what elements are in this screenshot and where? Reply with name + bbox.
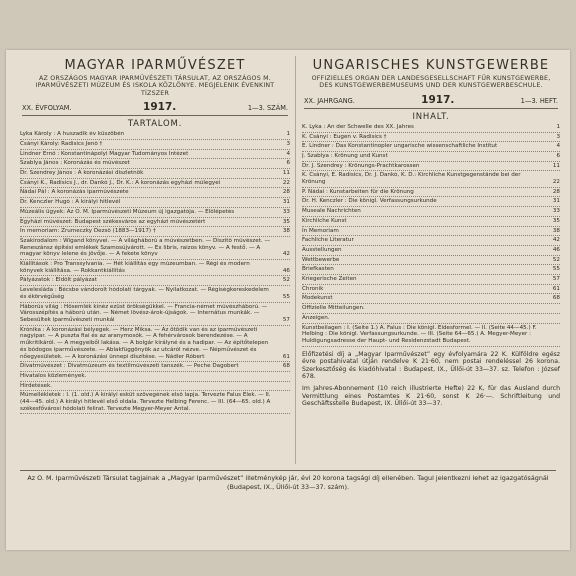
subscription-notice-hungarian: Előfizetési díj a „Magyar Iparművészet” egy évfolyamára 22 K. Külföldre egész évre postahivatal útján rendelve K 21·60, nem postai rendeléssel 26 korona. Szerkesztőség és kiadóhivatal : Budapest, IX., Üllői-út 33—37. sz. Telefon : József 678. bbox=[302, 350, 560, 381]
german-volume: XX. JAHRGANG. bbox=[304, 96, 355, 105]
toc-entry bbox=[20, 189, 290, 198]
toc-entry-page: 6 bbox=[286, 160, 290, 167]
toc-entry-page: 68 bbox=[282, 363, 290, 370]
toc-entry bbox=[20, 287, 290, 302]
toc-entry-page: 3 bbox=[286, 140, 290, 147]
toc-entry-page: 46 bbox=[282, 267, 290, 274]
toc-entry-title: Wettbewerbe bbox=[302, 256, 340, 263]
toc-entry-title: Dr. Szendrey János : A koronázási díszletnök bbox=[20, 170, 144, 177]
subscription-notice-german: Im Jahres-Abonnement (10 reich illustrierte Hefte) 22 K, für das Ausland durch Vermittlung eines Postamtes K 21·60, sonst K 26·—. Schriftleitung und Geschäftsstelle Budapest, IX. Üllői-út 33—37. bbox=[302, 385, 560, 408]
toc-entry bbox=[20, 199, 290, 208]
toc-entry-page: 1 bbox=[556, 123, 560, 130]
toc-entry bbox=[302, 237, 560, 246]
toc-entry-title: Levelesláda : Bécsbe vándorolt hódolati tárgyak. — Nyilatkozat. — Régiségkereskedelem és ékörvégűség bbox=[20, 287, 269, 300]
toc-entry bbox=[302, 266, 560, 275]
hungarian-toc-heading: TARTALOM. bbox=[127, 119, 183, 130]
toc-entry bbox=[20, 170, 290, 179]
toc-entry-page: 33 bbox=[552, 208, 560, 215]
toc-entry-page: 42 bbox=[282, 251, 290, 258]
toc-entry-title: Fachliche Literatur bbox=[302, 237, 354, 244]
toc-entry-title: Kriegerische Zeiten bbox=[302, 276, 357, 283]
toc-entry bbox=[20, 131, 290, 140]
toc-entry-title: Csányi K., Radisics J., dr. Dankó J., Dr. K.: A koronázás egyházi műlegyei bbox=[20, 179, 221, 186]
toc-entry-page: 57 bbox=[552, 276, 560, 283]
german-year: 1917. bbox=[421, 93, 455, 106]
toc-entry bbox=[302, 315, 560, 324]
toc-entry-title: K. Csányi : Eugen v. Radisics † bbox=[302, 133, 387, 140]
toc-entry-title: P. Nádai : Kunstarbeiten für die Krönung bbox=[302, 188, 414, 195]
toc-entry-title: Kirchliche Kunst bbox=[302, 217, 347, 224]
toc-entry-page: 55 bbox=[552, 266, 560, 273]
toc-entry-title: K. Lyka : An der Schwelle des XX. Jahres bbox=[302, 123, 414, 130]
toc-entry-page: 42 bbox=[552, 237, 560, 244]
toc-entry-title: E. Lindner : Das Konstantinopler ungarische wissenschaftliche Institut bbox=[302, 143, 498, 150]
toc-entry-title: Anzeigen. bbox=[302, 314, 330, 321]
toc-entry-page: 6 bbox=[556, 152, 560, 159]
toc-entry-page: 46 bbox=[552, 246, 560, 253]
toc-entry-title: Ausstellungen bbox=[302, 246, 342, 253]
toc-entry bbox=[302, 134, 560, 143]
toc-entry-title: In memoriam: Zrumeczky Dezső (1883—1917) † bbox=[20, 228, 156, 235]
toc-entry-title: Dr. H. Kenczler : Die königl. Verfassungsurkunde bbox=[302, 198, 437, 205]
toc-entry bbox=[20, 238, 290, 260]
toc-entry-title: Lyka Károly : A huszadik év küszöbén bbox=[20, 131, 125, 138]
hungarian-subtitle: AZ ORSZÁGOS MAGYAR IPARMŰVÉSZETI TÁRSULAT, AZ ORSZÁGOS M. IPARMŰVÉSZETI MÚZEUM ÉS ISKOLA KÖZLÖNYE. MEGJELENIK ÉVENKINT TÍZSZER bbox=[35, 75, 275, 97]
toc-entry bbox=[20, 141, 290, 150]
toc-entry-page: 55 bbox=[282, 293, 290, 300]
toc-entry-title: Dr. J. Szendrey : Krönungs-Prachtkarossen bbox=[302, 162, 420, 169]
toc-entry-page: 35 bbox=[282, 218, 290, 225]
toc-entry bbox=[20, 209, 290, 218]
toc-entry bbox=[302, 218, 560, 227]
toc-entry-title: Szakirodalom : Wigand könyvei. — A világháború a művészetben. — Díszítő művészet. — Reneszánsz építési emlékek Szamosújvárott. — Ex libris, raizos könyv. — A festő. — A magyar könyv lelene és jövője. — A fekete könyv bbox=[20, 237, 271, 258]
toc-entry-title: Museale Nachrichten bbox=[302, 208, 361, 215]
membership-note: Az O. M. Iparművészeti Társulat tagjainak a „Magyar Iparművészet” illetménykép jár, évi 20 korona tagsági díj ellenében. Tagul jelentkezni lehet az igazgatóságnál (Budapest, IX., Üllői-út 33—37. szám). bbox=[20, 470, 556, 491]
toc-entry-page: 4 bbox=[556, 143, 560, 150]
toc-entry bbox=[20, 383, 290, 392]
toc-entry bbox=[20, 219, 290, 228]
toc-entry bbox=[20, 304, 290, 326]
subscription-notice bbox=[302, 351, 560, 408]
toc-entry bbox=[302, 153, 560, 162]
hungarian-volume: XX. ÉVFOLYAM. bbox=[22, 104, 72, 113]
magazine-page bbox=[6, 50, 570, 550]
toc-entry bbox=[20, 261, 290, 276]
toc-entry bbox=[302, 124, 560, 133]
toc-entry-title: Csányi Károly: Radisics Jenő † bbox=[20, 140, 103, 147]
toc-entry-title: Hivatalos közlemények. bbox=[20, 372, 87, 379]
toc-entry-title: Kiállítások : Pro Transsylvania. — Hét kiállítás egy múzeumban. — Régi és modern könyvek kiállítása. — Rokkantkiállítás bbox=[20, 261, 250, 274]
hungarian-issue-number: 1—3. SZÁM. bbox=[247, 104, 288, 113]
toc-entry-page: 35 bbox=[552, 217, 560, 224]
toc-entry-page: 31 bbox=[552, 198, 560, 205]
toc-entry-page: 61 bbox=[282, 353, 290, 360]
toc-entry-page: 38 bbox=[552, 227, 560, 234]
german-toc bbox=[302, 124, 560, 347]
toc-entry bbox=[302, 276, 560, 285]
toc-entry-title: Hirdetések. bbox=[20, 382, 52, 389]
toc-entry-page: 3 bbox=[556, 133, 560, 140]
toc-entry bbox=[302, 208, 560, 217]
german-issue-number: 1—3. HEFT. bbox=[520, 96, 558, 105]
toc-entry bbox=[20, 228, 290, 237]
toc-entry bbox=[302, 198, 560, 207]
toc-entry bbox=[20, 363, 290, 372]
toc-entry-title: Pályázatok : Eldőlt pályázat bbox=[20, 277, 97, 284]
toc-entry bbox=[302, 189, 560, 198]
toc-entry-title: Briefkasten bbox=[302, 266, 334, 273]
toc-entry bbox=[302, 247, 560, 256]
toc-entry-page: 52 bbox=[282, 277, 290, 284]
column-divider bbox=[295, 56, 296, 464]
toc-entry bbox=[302, 286, 560, 295]
german-column bbox=[302, 56, 560, 412]
toc-entry-title: Múzeális ügyek: Az O. M. Iparművészeti Múzeum új igazgatója. — Előlépetés bbox=[20, 208, 235, 215]
toc-entry-title: Háborús világ : Hősemlék kinéz ezüst örökségükkel. — Francia-német művészháború. — Városszépítés a háború után. — Német lövész-árok-újságok. — Internátus munkák. — Sebesültek iparművészeti munkái bbox=[20, 303, 268, 323]
toc-entry-title: Egyházi művészet: Budapest székesváros az egyházi művészetért bbox=[20, 218, 206, 225]
toc-entry-page: 52 bbox=[552, 256, 560, 263]
toc-entry-page: 11 bbox=[552, 162, 560, 169]
toc-entry-page: 31 bbox=[282, 199, 290, 206]
toc-entry-title: Chronik bbox=[302, 285, 324, 292]
toc-entry-title: Offizielle Mitteilungen. bbox=[302, 305, 365, 312]
toc-entry-title: K. Csányi, E. Radisics, Dr. J. Dankó, K. D.: Kirchliche Kunstgegenstände bei der Krönung bbox=[302, 172, 521, 186]
toc-entry-page: 28 bbox=[282, 189, 290, 196]
toc-entry-title: Szablya János : Koronázás és művészet bbox=[20, 160, 130, 167]
toc-entry-title: Kunstbeilagen : I. (Seite 1.) A. Falus : Die königl. Eidesformel. — II. (Seite 44—45.) F. Helbing : Die königl. Verfassungsurkunde. — III. (Seite 64—65.) A. Megyer-Meyer : Huldigungsadresse der Haupt- und Residenzstadt Budapest. bbox=[302, 324, 537, 344]
toc-entry bbox=[302, 172, 560, 187]
german-issue-line bbox=[304, 94, 558, 109]
hungarian-toc bbox=[20, 131, 290, 414]
toc-entry bbox=[302, 305, 560, 314]
toc-entry-title: Divatművészet : Divatmúzeum és textilművészeti tanszék. — Peche Dagobert bbox=[20, 363, 239, 370]
toc-entry-page: 61 bbox=[552, 285, 560, 292]
toc-entry-title: In Memoriam bbox=[302, 227, 339, 234]
toc-entry-page: 11 bbox=[282, 170, 290, 177]
toc-entry bbox=[302, 163, 560, 172]
toc-entry bbox=[302, 325, 560, 347]
hungarian-column bbox=[20, 56, 290, 415]
toc-entry bbox=[20, 373, 290, 382]
hungarian-year: 1917. bbox=[143, 101, 177, 114]
toc-entry bbox=[302, 228, 560, 237]
toc-entry-title: Műmellékletek : I. (1. old.) A királyi esküt szövegének első lapja. Tervezte Falus Elek. — II. (44—45. old.) A királyi hitlevél első oldala. Tervezte Helbing Ferenc. — III. (64—65. old.) A székesfővárosi hódolati felirat. Tervezte Megyer-Meyer Antal. bbox=[20, 392, 271, 412]
german-title: UNGARISCHES KUNSTGEWERBE bbox=[312, 58, 550, 73]
toc-entry-title: Modekunst bbox=[302, 295, 333, 302]
toc-entry bbox=[302, 295, 560, 304]
toc-entry-title: Dr. Kenczler Hugó : A királyi hitlevél bbox=[20, 199, 121, 206]
toc-entry-page: 33 bbox=[282, 208, 290, 215]
hungarian-title: MAGYAR IPARMŰVÉSZET bbox=[64, 58, 246, 73]
toc-entry-page: 1 bbox=[286, 131, 290, 138]
toc-entry-page: 68 bbox=[552, 295, 560, 302]
toc-entry bbox=[20, 151, 290, 160]
toc-entry-page: 28 bbox=[552, 188, 560, 195]
toc-entry-page: 38 bbox=[282, 228, 290, 235]
toc-entry-page: 22 bbox=[552, 179, 560, 186]
toc-entry bbox=[20, 160, 290, 169]
toc-entry-title: Krónika : A koronázási bélyegek. — Herz Miksa. — Az ötödik van és az iparművészeti nagyipar. — A puszta fiai és az aranymosók. — A fehérvárosok berendezése. — A műkritikáról. — A megyeiből lakása. — A bolgár királyné és a hadipar. — Az építőtelepen és bódogos iparművészete. — Ablakfüggönyök az utcáról nézve. — Népművészet és nőegyesületek. — A koronázási ünnepi díszítése. — Nádler Róbert bbox=[20, 326, 269, 360]
toc-entry bbox=[302, 257, 560, 266]
toc-entry-title: J. Szablya : Krönung und Kunst bbox=[302, 152, 388, 159]
toc-entry-page: 4 bbox=[286, 150, 290, 157]
german-toc-heading: INHALT. bbox=[412, 111, 450, 122]
toc-entry bbox=[302, 143, 560, 152]
toc-entry-page: 57 bbox=[282, 316, 290, 323]
toc-entry-page: 22 bbox=[282, 179, 290, 186]
toc-entry bbox=[20, 180, 290, 189]
toc-entry-title: Lindner Ernő : Konstantinápolyi Magyar Tudományos Intézet bbox=[20, 150, 189, 157]
toc-entry-title: Nádai Pál : A koronázás iparművészete bbox=[20, 189, 129, 196]
german-subtitle: OFFIZIELLES ORGAN DER LANDESGESELLSCHAFT FÜR KUNSTGEWERBE, DES KUNSTGEWERBEMUSEUMS UND DER KUNSTGEWERBESCHULE. bbox=[311, 75, 551, 90]
toc-entry bbox=[20, 392, 290, 414]
toc-entry bbox=[20, 327, 290, 363]
hungarian-issue-line bbox=[22, 101, 288, 116]
toc-entry bbox=[20, 277, 290, 286]
